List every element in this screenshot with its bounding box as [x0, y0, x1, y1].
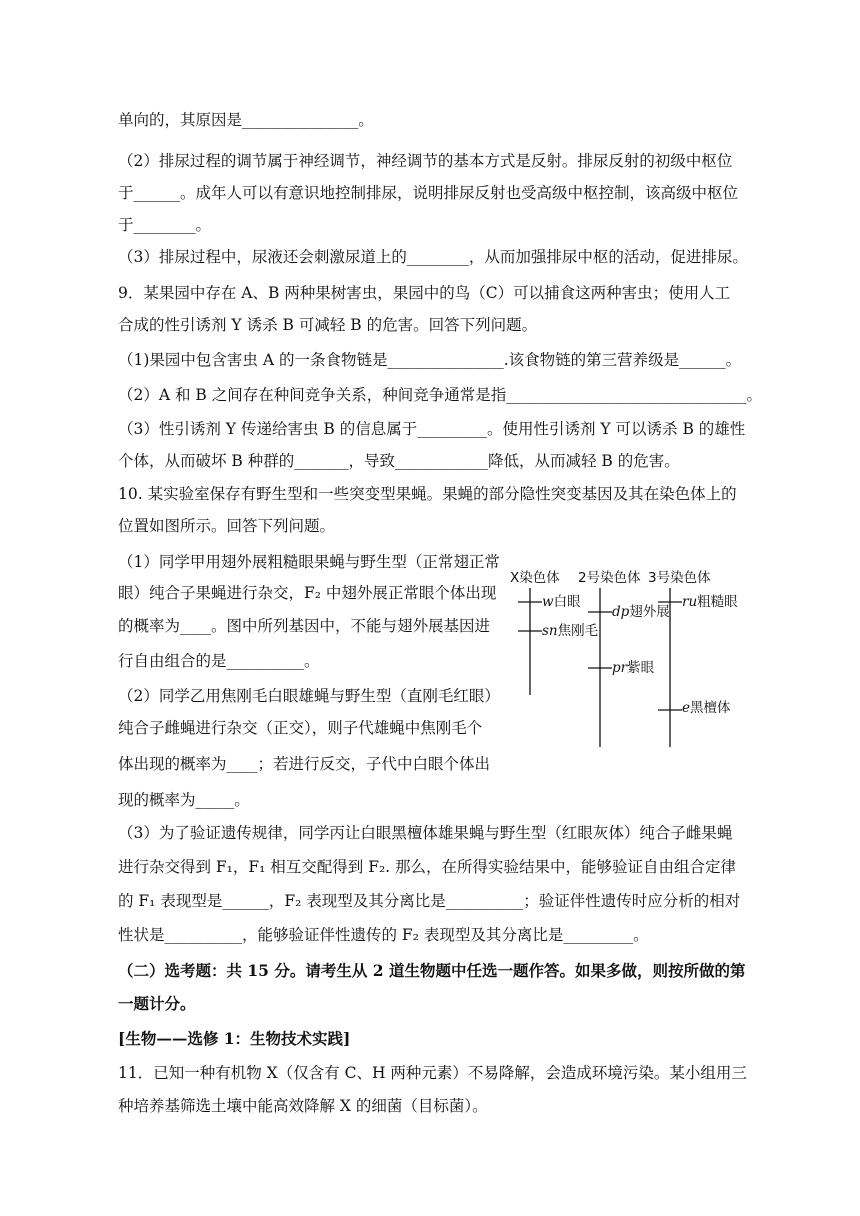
text-line: （3）排尿过程中，尿液还会刺激尿道上的________，从而加强排尿中枢的活动，促进排尿。	[118, 248, 748, 266]
text-line: 纯合子雌蝇进行杂交（正交），则子代雄蝇中焦刚毛个	[118, 719, 483, 737]
text-line: （2）排尿过程的调节属于神经调节，神经调节的基本方式是反射。排尿反射的初级中枢位	[118, 152, 733, 170]
text-line: 进行杂交得到 F₁，F₁ 相互交配得到 F₂. 那么，在所得实验结果中，能够验证自由组合定律	[118, 858, 737, 876]
text-line: 眼）纯合子果蝇进行杂交，F₂ 中翅外展正常眼个体出现	[118, 584, 497, 602]
text-line: 体出现的概率为____；若进行反交，子代中白眼个体出	[118, 755, 491, 773]
text-line: 的 F₁ 表现型是______，F₂ 表现型及其分离比是__________；验证伴性遗传时应分析的相对	[118, 892, 741, 910]
chromosome-diagram	[500, 560, 760, 760]
gene-label-pr: pr紫眼	[612, 660, 655, 676]
text-line: （2）同学乙用焦刚毛白眼雄蝇与野生型（直刚毛红眼）	[118, 687, 500, 705]
section-heading-cont: 一题计分。	[118, 994, 196, 1013]
chromosome-label-3: 3号染色体	[648, 570, 711, 586]
gene-label-ru: ru粗糙眼	[682, 594, 738, 610]
gene-label-dp: dp翅外展	[612, 604, 670, 620]
text-line: 的概率为____。图中所列基因中，不能与翅外展基因进	[118, 617, 491, 635]
text-line: 种培养基筛选土壤中能高效降解 X 的细菌（目标菌）。	[118, 1097, 488, 1115]
chromosome-label-x: X染色体	[510, 570, 560, 586]
text-line: （1)果园中包含害虫 A 的一条食物链是_______________.该食物链的第三营养级是______。	[118, 351, 742, 369]
text-line: 行自由组合的是__________。	[118, 652, 320, 670]
question-11-stem: 11．已知一种有机物 X（仅含有 C、H 两种元素）不易降解，会造成环境污染。某小组用三	[118, 1064, 747, 1082]
text-line: 性状是__________，能够验证伴性遗传的 F₂ 表现型及其分离比是_________。	[118, 926, 649, 944]
text-line: 合成的性引诱剂 Y 诱杀 B 可减轻 B 的危害。回答下列问题。	[118, 316, 538, 334]
text-line: 现的概率为_____。	[118, 791, 250, 809]
text-line: 于________。	[118, 216, 212, 234]
text-line: 于______。成年人可以有意识地控制排尿，说明排尿反射也受高级中枢控制，该高级中枢位	[118, 184, 739, 202]
gene-label-sn: sn焦刚毛	[542, 623, 599, 639]
text-line: （3）性引诱剂 Y 传递给害虫 B 的信息属于_________。使用性引诱剂 Y 可以诱杀 B 的雄性	[118, 420, 746, 438]
elective-title: [生物——选修 1：生物技术实践]	[118, 1029, 351, 1048]
text-line: 个体，从而破坏 B 种群的_______，导致____________降低，从而减轻 B 的危害。	[118, 452, 680, 470]
question-10-stem: 10. 某实验室保存有野生型和一些突变型果蝇。果蝇的部分隐性突变基因及其在染色体上的	[118, 485, 737, 503]
text-line: （3）为了验证遗传规律，同学丙让白眼黑檀体雄果蝇与野生型（红眼灰体）纯合子雌果蝇	[118, 824, 733, 842]
gene-label-w: w白眼	[542, 594, 581, 610]
text-line: （1）同学甲用翅外展粗糙眼果蝇与野生型（正常翅正常	[118, 553, 500, 571]
question-9-stem: 9．某果园中存在 A、B 两种果树害虫，果园中的鸟（C）可以捕食这两种害虫；使用人工	[118, 284, 731, 302]
text-line: （2）A 和 B 之间存在种间竞争关系，种间竞争通常是指_______________________________。	[118, 386, 762, 404]
text-line: 位置如图所示。回答下列问题。	[118, 517, 336, 535]
text-line: 单向的，其原因是_______________。	[118, 111, 374, 129]
gene-label-e: e黑檀体	[682, 700, 731, 716]
chromosome-label-2: 2号染色体	[578, 570, 641, 586]
section-heading: （二）选考题：共 15 分。请考生从 2 道生物题中任选一题作答。如果多做，则按所做的第	[118, 961, 746, 980]
